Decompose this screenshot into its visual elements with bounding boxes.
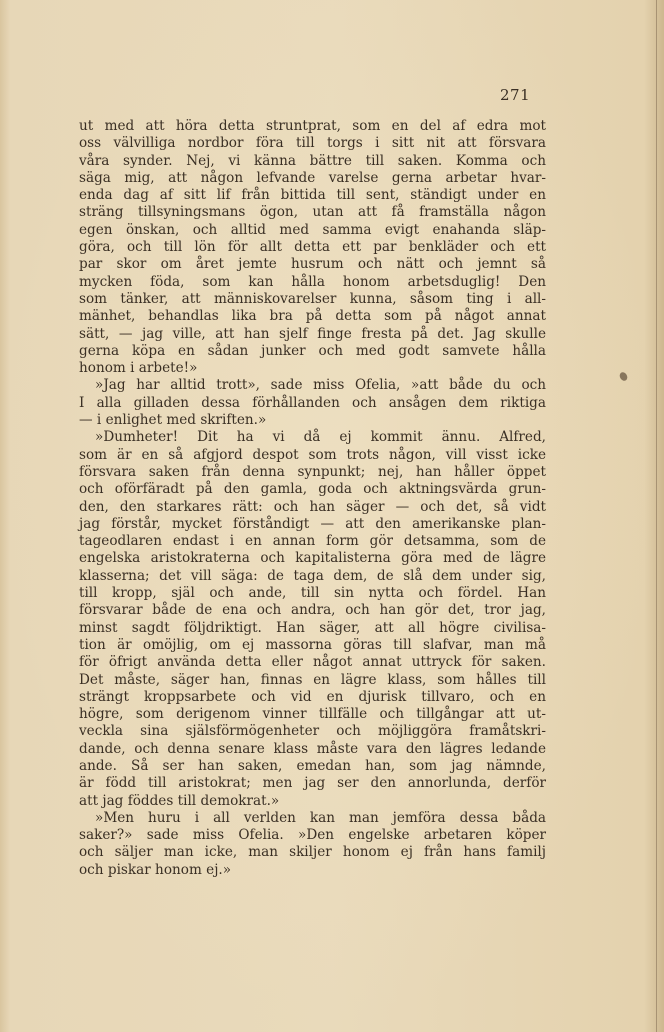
text-line: oss välvilliga nordbor föra till torgs i sitt nit att försvara	[79, 135, 546, 152]
text-line: och piskar honom ej.»	[79, 861, 232, 878]
text-line: tion är omöjlig, om ej massorna göras till slafvar, man må	[79, 636, 546, 653]
text-line: egen önskan, och alltid med samma evigt enahanda släp-	[79, 221, 546, 238]
text-line: engelska aristokraterna och kapitalisterna göra med de lägre	[79, 550, 546, 567]
text-line: för öfrigt använda detta eller något annat uttryck för saken.	[79, 654, 546, 671]
text-line: mänhet, behandlas lika bra på detta som på något annat	[79, 308, 546, 325]
text-line: minst sagdt följdriktigt. Han säger, att all högre civilisa-	[79, 619, 546, 636]
text-line: saker?» sade miss Ofelia. »Den engelske arbetaren köper	[79, 827, 546, 844]
text-line: par skor om året jemte husrum och nätt och jemnt så	[79, 256, 546, 273]
text-line: »Jag har alltid trott», sade miss Ofelia, »att både du och	[95, 377, 546, 394]
text-line: ut med att höra detta struntprat, som en del af edra mot	[79, 118, 546, 134]
text-line: och oförfäradt på den gamla, goda och aktningsvärda grun-	[79, 481, 546, 498]
text-line: »Dumheter! Dit ha vi då ej kommit ännu. Alfred,	[95, 429, 546, 446]
text-line: försvara saken från denna synpunkt; nej, han håller öppet	[79, 463, 546, 480]
text-line: och säljer man icke, man skiljer honom ej från hans familj	[79, 844, 546, 861]
body-text	[79, 118, 546, 879]
text-line: jag förstår, mycket förståndigt — att den amerikanske plan-	[79, 515, 546, 532]
text-line: gerna köpa en sådan junker och med godt samvete hålla	[79, 342, 546, 359]
text-line: våra synder. Nej, vi känna bättre till saken. Komma och	[79, 152, 546, 169]
page-number: 271	[500, 86, 531, 104]
text-line: högre, som derigenom vinner tillfälle och tillgångar att ut-	[79, 706, 546, 723]
text-line: honom i arbete!»	[79, 360, 198, 377]
text-line: »Men huru i all verlden kan man jemföra dessa båda	[95, 809, 546, 826]
text-line: som tänker, att människovarelser kunna, såsom ting i all-	[79, 290, 546, 307]
text-line: mycken föda, som kan hålla honom arbetsduglig! Den	[79, 273, 546, 290]
text-line: I alla gilladen dessa förhållanden och ansågen dem riktiga	[79, 394, 546, 411]
page-edge-line	[656, 0, 657, 1032]
text-line: ande. Så ser han saken, emedan han, som jag nämnde,	[79, 757, 546, 774]
text-line: — i enlighet med skriften.»	[79, 412, 267, 429]
ink-smudge	[618, 371, 629, 382]
text-line: klasserna; det vill säga: de taga dem, de slå dem under sig,	[79, 567, 546, 584]
text-line: veckla sina själsförmögenheter och möjliggöra framåtskri-	[79, 723, 546, 740]
text-line: säga mig, att någon lefvande varelse gerna arbetar hvar-	[79, 169, 546, 186]
text-line: till kropp, själ och ande, till sin nytta och fördel. Han	[79, 585, 546, 602]
text-line: sträng tillsyningsmans ögon, utan att få framställa någon	[79, 204, 546, 221]
text-line: strängt kroppsarbete och vid en djurisk tillvaro, och en	[79, 688, 546, 705]
text-line: försvarar både de ena och andra, och han gör det, tror jag,	[79, 602, 546, 619]
text-line: dande, och denna senare klass måste vara den lägres ledande	[79, 740, 546, 757]
text-line: att jag föddes till demokrat.»	[79, 792, 280, 809]
text-line: den, den starkares rätt: och han säger — och det, så vidt	[79, 498, 546, 515]
text-line: som är en så afgjord despot som trots någon, vill visst icke	[79, 446, 546, 463]
text-line: enda dag af sitt lif från bittida till sent, ständigt under en	[79, 187, 546, 204]
text-line: sätt, — jag ville, att han sjelf finge fresta på det. Jag skulle	[79, 325, 546, 342]
text-line: tageodlaren endast i en annan form gör detsamma, som de	[79, 533, 546, 550]
text-line: göra, och till lön för allt detta ett par benkläder och ett	[79, 239, 546, 256]
text-line: Det måste, säger han, finnas en lägre klass, som hålles till	[79, 671, 546, 688]
text-line: är född till aristokrat; men jag ser den annorlunda, derför	[79, 775, 546, 792]
